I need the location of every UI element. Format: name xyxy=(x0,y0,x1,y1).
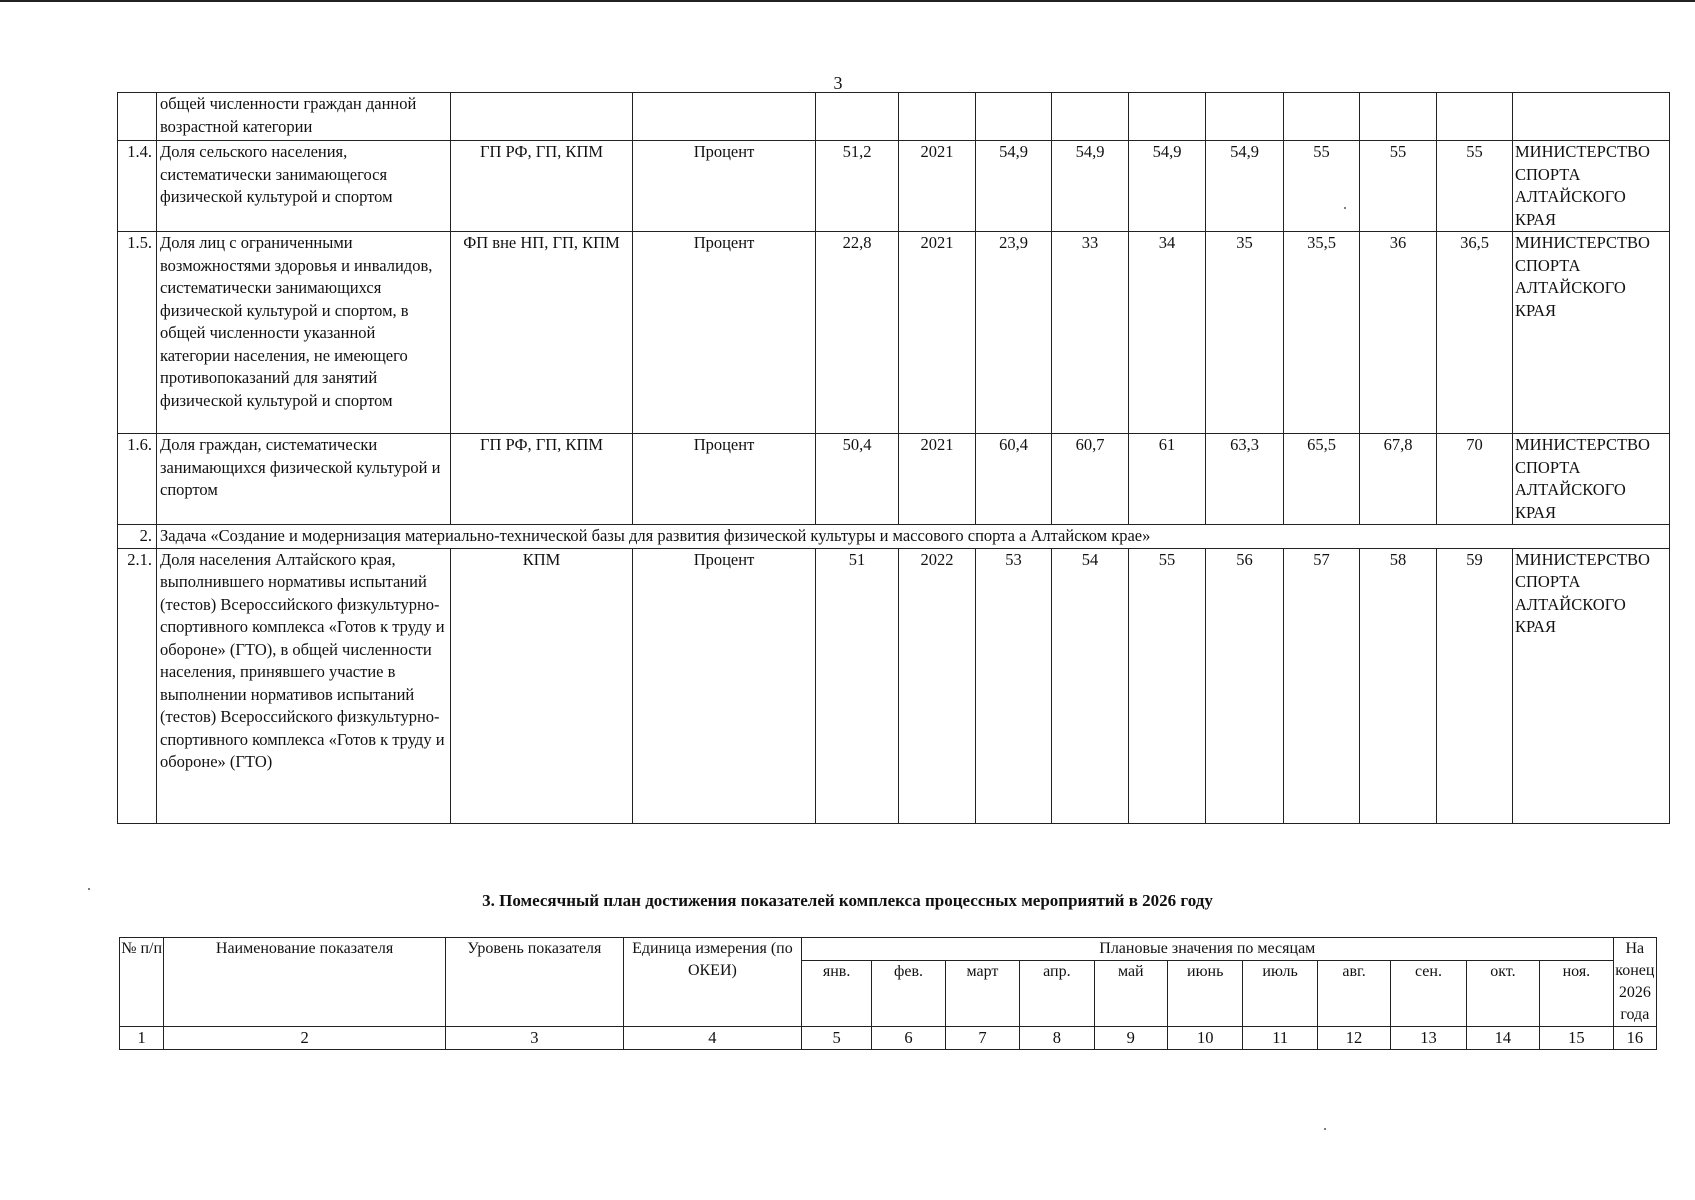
base-value: 51,2 xyxy=(816,141,899,232)
year-value: 63,3 xyxy=(1206,434,1284,525)
indicator-name: Доля сельского населения, систематически занимающегося физической культурой и спортом xyxy=(157,141,451,232)
indicators-table xyxy=(117,92,1670,824)
year-value: 35,5 xyxy=(1284,232,1360,434)
year-value: 55 xyxy=(1360,141,1437,232)
column-number: 8 xyxy=(1020,1027,1094,1050)
column-header-name: Наименование показателя xyxy=(164,938,446,1027)
row-number: 1.6. xyxy=(118,434,157,525)
responsible-org: МИНИСТЕРСТВО СПОРТА АЛТАЙСКОГО КРАЯ xyxy=(1513,548,1670,823)
table-row-continuation xyxy=(118,93,1670,141)
indicator-level: ФП вне НП, ГП, КПМ xyxy=(451,232,633,434)
month-header: янв. xyxy=(801,961,871,1027)
column-number: 15 xyxy=(1540,1027,1614,1050)
year-value: 54,9 xyxy=(1206,141,1284,232)
indicator-level: ГП РФ, ГП, КПМ xyxy=(451,434,633,525)
column-number: 10 xyxy=(1168,1027,1243,1050)
scan-speck xyxy=(88,888,90,890)
year-value: 60,7 xyxy=(1052,434,1129,525)
column-number: 5 xyxy=(801,1027,871,1050)
year-value: 55 xyxy=(1129,548,1206,823)
year-value: 54 xyxy=(1052,548,1129,823)
numbering-row xyxy=(120,1027,1657,1050)
indicator-unit: Процент xyxy=(633,141,816,232)
indicator-name: Доля населения Алтайского края, выполнившего нормативы испытаний (тестов) Всероссийского физкультурно-спортивного комплекса «Готов к труду и обороне» (ГТО), в общей численности населения, принявшего участие в выполнении нормативов испытаний (тестов) Всероссийского физкультурно-спортивного комплекса «Готов к труду и обороне» (ГТО) xyxy=(157,548,451,823)
year-value: 36 xyxy=(1360,232,1437,434)
year-value: 55 xyxy=(1284,141,1360,232)
year-value: 67,8 xyxy=(1360,434,1437,525)
task-number: 2. xyxy=(118,525,157,549)
month-header: сен. xyxy=(1391,961,1466,1027)
section-title: 3. Помесячный план достижения показателей комплекса процессных мероприятий в 2026 году xyxy=(482,891,1213,910)
indicator-level: ГП РФ, ГП, КПМ xyxy=(451,141,633,232)
column-header-unit: Единица измерения (по ОКЕИ) xyxy=(623,938,801,1027)
column-number: 13 xyxy=(1391,1027,1466,1050)
month-header: апр. xyxy=(1020,961,1094,1027)
row-number: 1.4. xyxy=(118,141,157,232)
column-number: 6 xyxy=(872,1027,945,1050)
year-value: 36,5 xyxy=(1437,232,1513,434)
year-value: 54,9 xyxy=(1129,141,1206,232)
year-value: 60,4 xyxy=(976,434,1052,525)
month-header: фев. xyxy=(872,961,945,1027)
scan-speck xyxy=(1344,207,1346,209)
year-value: 56 xyxy=(1206,548,1284,823)
column-header-level: Уровень показателя xyxy=(445,938,623,1027)
year-value: 65,5 xyxy=(1284,434,1360,525)
column-number: 2 xyxy=(164,1027,446,1050)
year-value: 58 xyxy=(1360,548,1437,823)
base-year: 2021 xyxy=(899,434,976,525)
indicator-name: Доля граждан, систематически занимающихся физической культурой и спортом xyxy=(157,434,451,525)
year-value: 54,9 xyxy=(976,141,1052,232)
month-header: июль xyxy=(1243,961,1317,1027)
monthly-plan-table xyxy=(119,937,1657,1050)
base-year: 2022 xyxy=(899,548,976,823)
year-value: 54,9 xyxy=(1052,141,1129,232)
indicator-unit: Процент xyxy=(633,548,816,823)
column-number: 9 xyxy=(1094,1027,1167,1050)
indicator-name: общей численности граждан данной возрастной категории xyxy=(157,93,451,141)
column-header-planned: Плановые значения по месяцам xyxy=(801,938,1613,961)
scan-speck xyxy=(1324,1128,1326,1130)
year-value: 33 xyxy=(1052,232,1129,434)
year-value: 61 xyxy=(1129,434,1206,525)
year-value: 70 xyxy=(1437,434,1513,525)
responsible-org: МИНИСТЕРСТВО СПОРТА АЛТАЙСКОГО КРАЯ xyxy=(1513,141,1670,232)
row-number: 2.1. xyxy=(118,548,157,823)
column-number: 4 xyxy=(623,1027,801,1050)
month-header: март xyxy=(945,961,1019,1027)
indicator-level: КПМ xyxy=(451,548,633,823)
column-header-end-of-year: На конец 2026 года xyxy=(1613,938,1656,1027)
indicator-unit: Процент xyxy=(633,232,816,434)
task-row xyxy=(118,525,1670,549)
month-header: окт. xyxy=(1466,961,1539,1027)
task-title: Задача «Создание и модернизация материально-технической базы для развития физической культуры и массового спорта а Алтайском крае» xyxy=(157,525,1670,549)
column-number: 7 xyxy=(945,1027,1019,1050)
year-value: 23,9 xyxy=(976,232,1052,434)
month-header: авг. xyxy=(1317,961,1390,1027)
column-number: 14 xyxy=(1466,1027,1539,1050)
year-value: 59 xyxy=(1437,548,1513,823)
year-value: 53 xyxy=(976,548,1052,823)
row-number: 1.5. xyxy=(118,232,157,434)
table-row xyxy=(118,141,1670,232)
year-value: 57 xyxy=(1284,548,1360,823)
month-header: ноя. xyxy=(1540,961,1614,1027)
column-header-num: № п/п xyxy=(120,938,164,1027)
year-value: 34 xyxy=(1129,232,1206,434)
base-year: 2021 xyxy=(899,141,976,232)
year-value: 35 xyxy=(1206,232,1284,434)
page-number: 3 xyxy=(833,73,843,93)
header-row xyxy=(120,938,1657,961)
table-row xyxy=(118,434,1670,525)
indicator-unit: Процент xyxy=(633,434,816,525)
column-number: 16 xyxy=(1613,1027,1656,1050)
base-value: 22,8 xyxy=(816,232,899,434)
month-header: июнь xyxy=(1168,961,1243,1027)
year-value: 55 xyxy=(1437,141,1513,232)
column-number: 12 xyxy=(1317,1027,1390,1050)
table-row xyxy=(118,232,1670,434)
responsible-org: МИНИСТЕРСТВО СПОРТА АЛТАЙСКОГО КРАЯ xyxy=(1513,434,1670,525)
base-value: 50,4 xyxy=(816,434,899,525)
base-value: 51 xyxy=(816,548,899,823)
table-row xyxy=(118,548,1670,823)
column-number: 3 xyxy=(445,1027,623,1050)
indicator-name: Доля лиц с ограниченными возможностями здоровья и инвалидов, систематически занимающихся физической культурой и спортом, в общей численности указанной категории населения, не имеющего противопоказаний для занятий физической культурой и спортом xyxy=(157,232,451,434)
column-number: 1 xyxy=(120,1027,164,1050)
scan-top-edge xyxy=(0,0,1695,2)
month-header: май xyxy=(1094,961,1167,1027)
responsible-org: МИНИСТЕРСТВО СПОРТА АЛТАЙСКОГО КРАЯ xyxy=(1513,232,1670,434)
column-number: 11 xyxy=(1243,1027,1317,1050)
base-year: 2021 xyxy=(899,232,976,434)
